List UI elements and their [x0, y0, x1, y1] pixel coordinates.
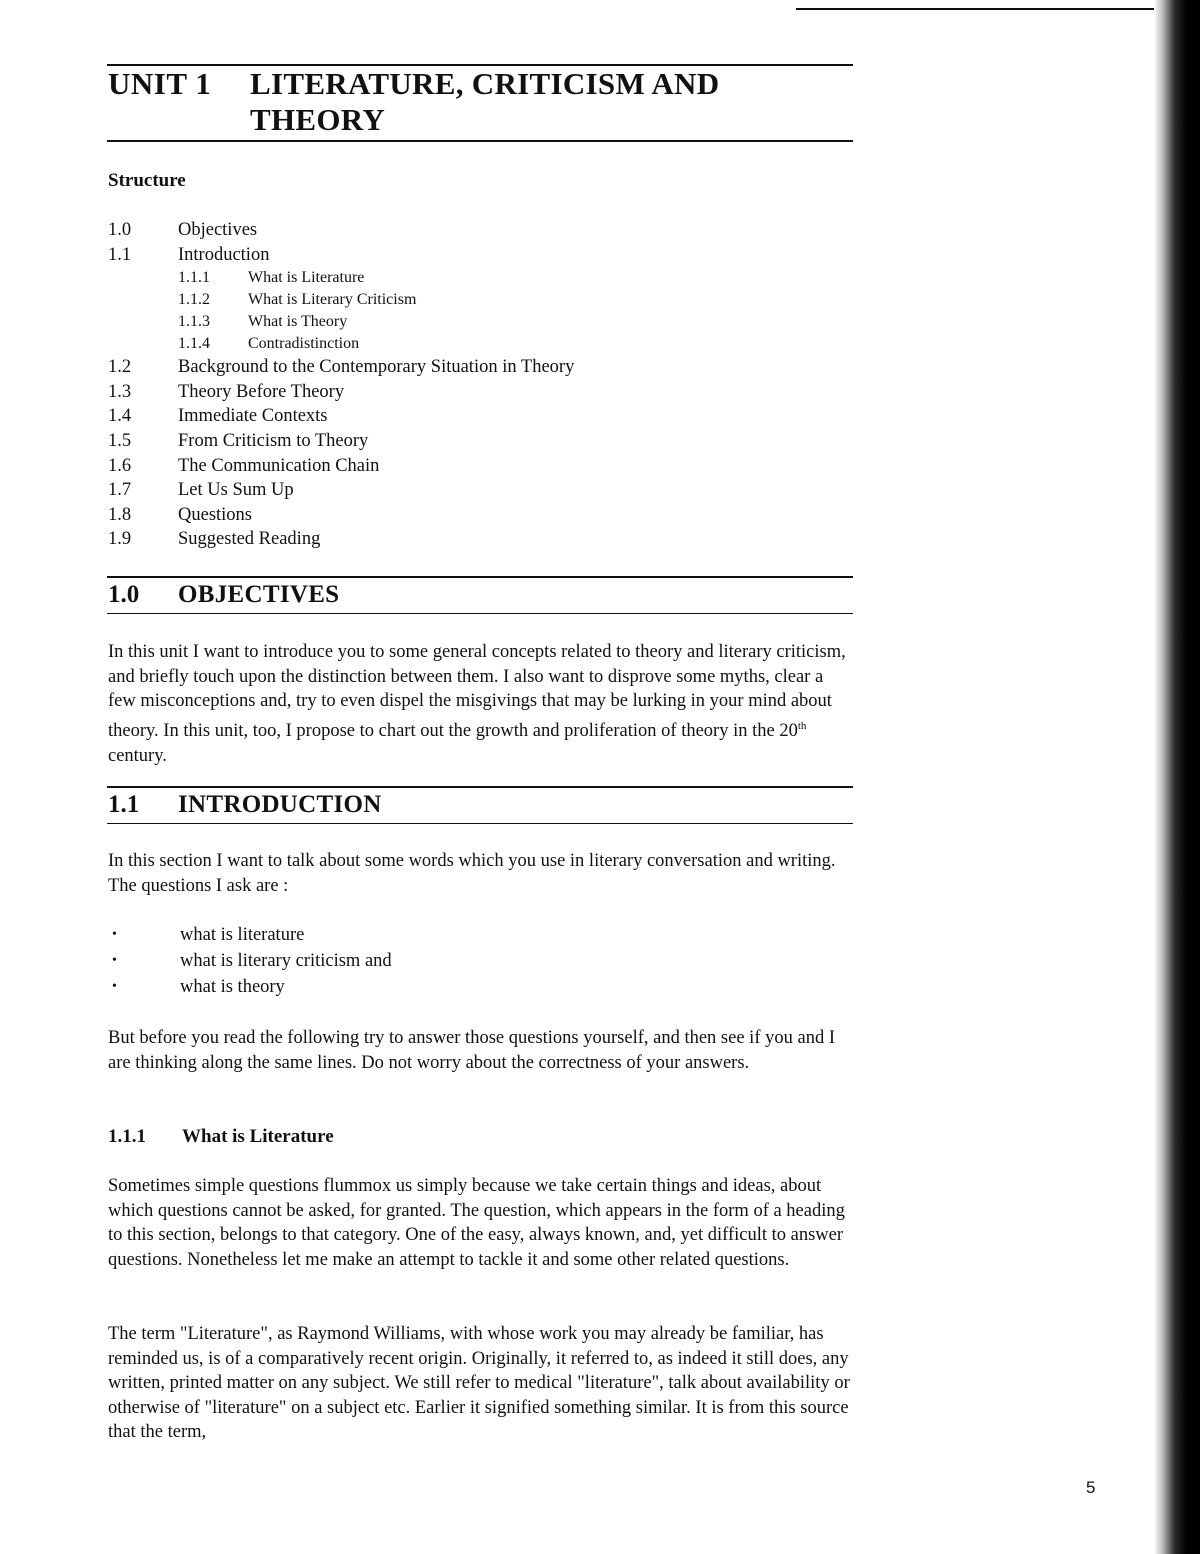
toc-item-number: 1.9 — [108, 529, 132, 550]
introduction-paragraph — [108, 849, 853, 898]
subsection-number: 1.1.1 — [108, 1126, 146, 1147]
list-item-text: what is literature — [180, 925, 305, 945]
subsection-title: What is Literature — [182, 1126, 334, 1147]
toc-item-number: 1.8 — [108, 504, 132, 525]
table-of-contents — [108, 218, 808, 552]
paragraph-text: The term "Literature", as Raymond Williams, with whose work you may already be familiar, has reminded us, is of a comparatively recent origin. Originally, it referred to, as indeed it still does, any written, printed matter on any subject. We still refer to medical "literature", talk about availability or otherwise of "literature" on a subject etc. Earlier it signified something similar. It is from this source that the term, — [108, 1324, 850, 1443]
paragraph-text: But before you read the following try to answer those questions yourself, and then see if you and I are thinking along the same lines. Do not worry about the correctness of your answers. — [108, 1028, 835, 1073]
toc-subitem-label: What is Literary Criticism — [248, 291, 417, 309]
structure-heading: Structure — [108, 170, 186, 191]
toc-item-label: Background to the Contemporary Situation in Theory — [178, 357, 575, 378]
list-item-text: what is theory — [180, 977, 285, 997]
toc-item-label: Let Us Sum Up — [178, 480, 294, 501]
toc-item-number: 1.4 — [108, 406, 132, 427]
top-rule — [796, 8, 1156, 10]
scan-edge-shadow — [1154, 0, 1200, 1554]
toc-item-number: 1.5 — [108, 430, 132, 451]
question-list — [108, 922, 808, 1000]
toc-item — [108, 478, 808, 503]
introduction-paragraph-2 — [108, 1026, 853, 1075]
page-number: 5 — [1086, 1478, 1096, 1497]
toc-item-label: From Criticism to Theory — [178, 430, 369, 451]
toc-item — [108, 380, 808, 405]
unit-number: UNIT 1 — [108, 66, 212, 101]
toc-subitem-number: 1.1.4 — [178, 335, 210, 353]
toc-item-number: 1.2 — [108, 357, 132, 378]
toc-item — [108, 503, 808, 528]
objectives-paragraph — [108, 640, 853, 768]
toc-subitem — [108, 311, 808, 333]
toc-item-number: 1.7 — [108, 480, 132, 501]
toc-subitem-number: 1.1.2 — [178, 291, 210, 309]
paragraph-text: Sometimes simple questions flummox us simply because we take certain things and ideas, about which questions cannot be asked, for granted. The question, which appears in the form of a heading to this section, belongs to that category. One of the easy, always known, and, yet difficult to answer questions. Nonetheless let me make an attempt to tackle it and some other related questions. — [108, 1176, 845, 1270]
toc-item-label: Theory Before Theory — [178, 381, 345, 402]
section-number: 1.1 — [108, 791, 140, 818]
bullet-icon: • — [112, 979, 117, 994]
section-rule-bottom — [107, 613, 853, 614]
unit-title: LITERATURE, CRITICISM AND THEORY — [250, 66, 720, 137]
list-item-text: what is literary criticism and — [180, 951, 392, 971]
toc-item-label: Objectives — [178, 220, 258, 240]
objectives-text-end: century. — [108, 745, 167, 766]
bullet-icon: • — [112, 953, 117, 968]
section-rule-bottom — [107, 823, 853, 824]
toc-subitem-label: What is Theory — [248, 313, 348, 331]
toc-item — [108, 243, 808, 268]
list-item — [108, 974, 808, 1000]
toc-item-label: The Communication Chain — [178, 455, 380, 476]
section-number: 1.0 — [108, 581, 140, 608]
toc-subitem-label: Contradistinction — [248, 335, 360, 353]
paragraph-text: In this section I want to talk about some words which you use in literary conversation and writing. The questions I ask are : — [108, 851, 836, 896]
toc-item — [108, 429, 808, 454]
bullet-icon: • — [112, 927, 117, 942]
objectives-text: In this unit I want to introduce you to some general concepts related to theory and literary criticism, and briefly touch upon the distinction between them. I also want to disprove some myths, clear a few misconceptions and, try to even dispel the misgivings that may be lurking in your mind about theory. In this unit, too, I propose to chart out the growth and proliferation of theory in the 20 — [108, 642, 846, 741]
toc-subitem-number: 1.1.1 — [178, 269, 210, 287]
toc-item-number: 1.3 — [108, 381, 132, 402]
toc-subitem — [108, 267, 808, 289]
toc-item — [108, 454, 808, 479]
section-title: INTRODUCTION — [178, 791, 382, 818]
subsection-paragraph-2 — [108, 1322, 853, 1445]
toc-item-number: 1.0 — [108, 220, 132, 240]
toc-item — [108, 218, 808, 243]
list-item — [108, 922, 808, 948]
section-rule-top — [107, 576, 853, 578]
toc-item-number: 1.6 — [108, 455, 132, 476]
toc-subitem — [108, 333, 808, 355]
toc-subitem — [108, 289, 808, 311]
toc-item-label: Suggested Reading — [178, 529, 321, 550]
toc-item-number: 1.1 — [108, 244, 132, 265]
toc-item — [108, 527, 808, 552]
toc-item — [108, 404, 808, 429]
section-rule-top — [107, 786, 853, 788]
toc-item-label: Introduction — [178, 244, 270, 265]
toc-subitem-label: What is Literature — [248, 269, 365, 287]
toc-item — [108, 355, 808, 380]
toc-item-label: Immediate Contexts — [178, 406, 328, 427]
superscript: th — [797, 719, 807, 732]
subsection-paragraph-1 — [108, 1174, 853, 1272]
section-title: OBJECTIVES — [178, 581, 340, 608]
list-item — [108, 948, 808, 974]
header-bottom-rule — [107, 140, 853, 142]
toc-subitem-number: 1.1.3 — [178, 313, 210, 331]
toc-item-label: Questions — [178, 504, 252, 525]
